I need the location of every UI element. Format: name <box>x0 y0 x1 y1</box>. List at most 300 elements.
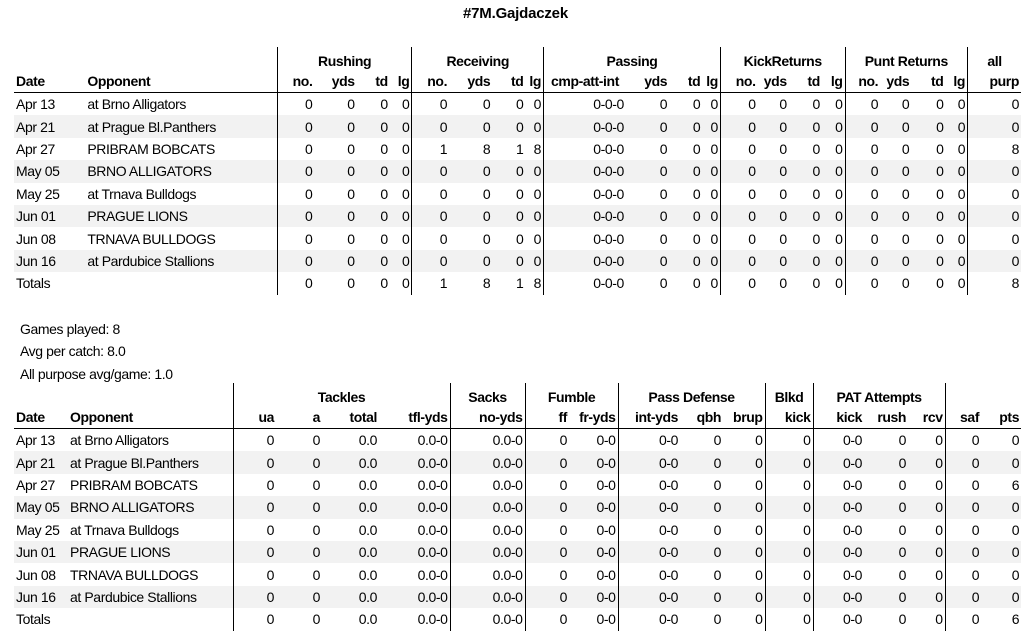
page-title: #7M.Gajdaczek <box>463 5 568 22</box>
stat-cell: 0 <box>380 185 388 202</box>
stat-cell: 0 <box>680 541 723 563</box>
stat-cell: 0 <box>492 205 525 227</box>
table-row <box>14 586 1021 608</box>
date-cell: Apr 21 <box>14 115 85 137</box>
stat-cell: 0.0-0 <box>417 611 448 628</box>
date-cell: Jun 16 <box>14 586 68 608</box>
stat-cell: 0 <box>765 586 813 608</box>
stat-cell: 0-0 <box>569 496 618 518</box>
date-cell: Apr 13 <box>16 432 55 449</box>
stat-cell: 0 <box>957 96 966 113</box>
date-cell: Apr 13 <box>16 96 55 113</box>
stat-cell: 0 <box>713 521 722 538</box>
stat-cell: 0 <box>812 230 820 247</box>
column-header: no. <box>412 70 449 93</box>
column-header: no-yds <box>450 406 525 429</box>
group-punt-returns: Punt Returns <box>845 47 968 70</box>
stat-cell: 0-0 <box>569 451 618 473</box>
stat-cell: 0 <box>357 250 390 272</box>
opponent-cell: at Trnava Bulldogs <box>70 521 179 538</box>
stat-cell: 0 <box>626 115 669 137</box>
column-header: no. <box>720 70 757 93</box>
stat-cell: 0 <box>277 272 314 294</box>
stat-cell: 0 <box>276 586 322 608</box>
stat-cell: 0 <box>908 586 945 608</box>
stat-cell: 0 <box>864 451 908 473</box>
stat-cell: 0 <box>755 521 763 538</box>
stat-cell: 0.0 <box>322 451 379 473</box>
stat-cell: 0 <box>935 566 943 583</box>
stat-cell: 0 <box>758 205 789 227</box>
table-row <box>14 519 1021 541</box>
group-passing: Passing <box>544 47 721 70</box>
stat-cell: 0 <box>835 140 843 157</box>
column-header: fr-yds <box>569 406 618 429</box>
stat-cell: 0 <box>525 250 543 272</box>
stat-cell: 0 <box>812 96 820 113</box>
table-row <box>14 160 1021 182</box>
stat-cell: 0-0-0 <box>544 160 626 182</box>
stat-cell: 0 <box>765 608 813 630</box>
stat-cell: 0 <box>412 250 449 272</box>
stat-cell: 0 <box>516 185 524 202</box>
stat-cell: 0 <box>720 93 757 116</box>
stat-cell: 0 <box>765 541 813 563</box>
stat-cell: 0.0 <box>358 566 377 583</box>
stat-cell: 0-0-0 <box>544 272 626 294</box>
stat-cell: 0 <box>822 115 845 137</box>
opponent-cell: at Prague Bl.Panthers <box>68 451 233 473</box>
stat-cell: 0 <box>812 140 820 157</box>
stat-cell: 0 <box>864 496 908 518</box>
defense-stats-body <box>14 429 1021 631</box>
stat-cell: 0 <box>412 227 449 249</box>
opponent-cell <box>68 608 233 630</box>
stat-cell: 0 <box>533 230 542 247</box>
stat-cell: 0 <box>880 250 911 272</box>
stat-cell: 0 <box>908 496 945 518</box>
stat-cell: 8 <box>533 275 542 292</box>
stat-cell: 0 <box>845 160 880 182</box>
stat-cell: 0-0 <box>596 432 616 449</box>
stat-cell: 0-0 <box>596 476 616 493</box>
stat-cell: 0 <box>945 563 981 585</box>
stat-cell: 0 <box>758 115 789 137</box>
stat-cell: 0-0 <box>618 519 680 541</box>
stat-cell: 0 <box>945 160 967 182</box>
stat-cell: 8 <box>482 275 491 292</box>
stat-cell: 0 <box>720 138 757 160</box>
stat-cell: 0.0 <box>358 611 377 628</box>
stat-cell: 0 <box>713 611 722 628</box>
stat-cell: 0 <box>277 93 314 116</box>
stat-cell: 0 <box>702 115 720 137</box>
stat-cell: 0-0 <box>813 519 864 541</box>
stat-cell: 0 <box>380 230 388 247</box>
stat-cell: 0 <box>710 185 718 202</box>
stat-cell: 0 <box>936 140 944 157</box>
opponent-cell: TRNAVA BULLDOGS <box>87 230 216 247</box>
stat-cell: 0 <box>492 115 525 137</box>
group-rushing: Rushing <box>277 47 412 70</box>
stat-cell: 0 <box>277 138 314 160</box>
stat-cell: 0 <box>720 160 757 182</box>
stat-cell: 0-0 <box>813 586 864 608</box>
stat-cell: 0 <box>233 429 276 452</box>
stat-cell: 0 <box>765 474 813 496</box>
stat-cell: 0 <box>277 205 314 227</box>
stat-cell: 0 <box>692 275 701 292</box>
stat-cell: 0 <box>779 230 787 247</box>
opponent-cell: at Prague Bl.Panthers <box>85 115 277 137</box>
stat-cell: 0 <box>233 519 276 541</box>
stat-cell: 0 <box>312 432 320 449</box>
stat-cell: 1 <box>412 138 449 160</box>
column-header: ff <box>525 406 569 429</box>
stat-cell: 0-0 <box>596 521 616 538</box>
stat-cell: 0 <box>720 183 757 205</box>
stat-cell: 0 <box>957 275 966 292</box>
stat-cell: 8 <box>968 138 1021 160</box>
stat-cell: 0.0-0 <box>450 563 525 585</box>
column-header: td <box>357 70 390 93</box>
stat-cell: 6 <box>1011 476 1020 493</box>
stat-cell: 0 <box>525 115 543 137</box>
date-cell: Apr 27 <box>16 140 55 157</box>
stat-cell: 0 <box>713 432 722 449</box>
stat-cell: 0 <box>312 566 320 583</box>
stat-cell: 0 <box>525 541 569 563</box>
stat-cell: 0 <box>713 476 722 493</box>
opponent-cell: BRNO ALLIGATORS <box>68 496 233 518</box>
date-cell: May 05 <box>14 496 68 518</box>
stat-cell: 0 <box>945 474 981 496</box>
stat-cell: 0 <box>449 115 492 137</box>
opponent-cell <box>85 272 277 294</box>
stat-cell: 0.0-0 <box>450 541 525 563</box>
date-cell: Jun 16 <box>14 250 85 272</box>
stat-cell: 0 <box>692 185 701 202</box>
stat-cell: 0 <box>720 115 757 137</box>
stat-cell: 0 <box>277 227 314 249</box>
stat-cell: 0 <box>312 521 320 538</box>
stat-cell: 0 <box>277 183 314 205</box>
column-header: total <box>322 406 379 429</box>
stat-cell: 0.0-0 <box>417 432 448 449</box>
totals-row <box>14 608 1021 630</box>
date-cell: Jun 01 <box>14 205 85 227</box>
stat-cell: 0 <box>692 230 701 247</box>
stat-cell: 0-0 <box>618 451 680 473</box>
stat-cell: 0 <box>390 205 412 227</box>
stat-cell: 0 <box>945 451 981 473</box>
stat-cell: 0 <box>864 541 908 563</box>
stat-cell: 0 <box>357 160 390 182</box>
stat-cell: 0 <box>812 275 820 292</box>
stat-cell: 0 <box>935 432 943 449</box>
column-header: no. <box>845 70 880 93</box>
stat-cell: 0.0-0 <box>450 586 525 608</box>
stat-cell: 0 <box>981 496 1021 518</box>
column-header: rcv <box>908 406 945 429</box>
stat-cell: 0 <box>835 275 843 292</box>
stat-cell: 0 <box>723 496 765 518</box>
group-all-purpose: all <box>968 47 1021 70</box>
column-header: lg <box>702 70 720 93</box>
column-header: qbh <box>680 406 723 429</box>
date-cell: Apr 27 <box>16 476 55 493</box>
stat-cell: 0 <box>720 250 757 272</box>
stat-cell: 0 <box>482 185 491 202</box>
stat-cell: 0 <box>525 496 569 518</box>
date-cell: May 25 <box>16 521 60 538</box>
stat-cell: 0 <box>449 160 492 182</box>
stat-cell: 0 <box>845 272 880 294</box>
stat-cell: 0 <box>659 185 668 202</box>
stat-cell: 0 <box>981 541 1021 563</box>
stat-cell: 0 <box>936 185 944 202</box>
all-purpose-avg: All purpose avg/game: 1.0 <box>20 365 173 382</box>
stat-cell: 0 <box>492 160 525 182</box>
stat-cell: 0 <box>880 205 911 227</box>
column-header: kick <box>813 406 864 429</box>
stat-cell: 0-0-0 <box>544 183 626 205</box>
column-header: tfl-yds <box>379 406 450 429</box>
stat-cell: 0.0-0 <box>379 496 450 518</box>
stat-cell: 0-0 <box>618 429 680 452</box>
stat-cell: 0 <box>936 96 944 113</box>
stat-cell: 0-0-0 <box>544 250 626 272</box>
stat-cell: 0 <box>945 519 981 541</box>
stat-cell: 0 <box>765 451 813 473</box>
stat-cell: 0 <box>482 230 491 247</box>
column-header: Date <box>14 70 85 93</box>
stat-cell: 0 <box>765 496 813 518</box>
stat-cell: 0 <box>765 429 813 452</box>
stat-cell: 0 <box>968 160 1021 182</box>
opponent-cell: at Brno Alligators <box>70 432 169 449</box>
column-header: td <box>911 70 945 93</box>
column-header: lg <box>390 70 412 93</box>
column-header: cmp-att-int <box>544 70 626 93</box>
stat-cell: 0 <box>720 205 757 227</box>
stat-cell: 1 <box>516 140 524 157</box>
column-header: Date <box>14 406 68 429</box>
column-header: saf <box>945 406 981 429</box>
stat-cell: 0 <box>516 230 524 247</box>
stat-cell: 0 <box>957 140 966 157</box>
stat-cell: 0 <box>723 541 765 563</box>
stat-cell: 0 <box>713 566 722 583</box>
stat-cell: 0 <box>845 183 880 205</box>
stat-cell: 0 <box>945 586 981 608</box>
group-header-row <box>14 47 1021 70</box>
stat-cell: 0 <box>755 566 763 583</box>
stat-cell: 0 <box>692 96 701 113</box>
group-pass-defense: Pass Defense <box>618 383 765 406</box>
stat-cell: 0 <box>626 205 669 227</box>
stat-cell: 0 <box>525 205 543 227</box>
stat-cell: 0.0-0 <box>450 474 525 496</box>
stat-cell: 0 <box>402 230 410 247</box>
stat-cell: 0-0-0 <box>544 227 626 249</box>
column-header: lg <box>822 70 845 93</box>
stat-cell: 0.0 <box>358 521 377 538</box>
stat-cell: 0 <box>911 205 945 227</box>
opponent-cell: BRNO ALLIGATORS <box>85 160 277 182</box>
stat-cell: 0 <box>412 115 449 137</box>
stat-cell: 0 <box>525 586 569 608</box>
stat-cell: 0-0 <box>618 474 680 496</box>
stat-cell: 0 <box>880 115 911 137</box>
date-cell: Jun 01 <box>14 541 68 563</box>
stat-cell: 0 <box>380 96 388 113</box>
stat-cell: 0 <box>845 93 880 116</box>
stat-cell: 0-0-0 <box>544 93 626 116</box>
stat-cell: 0 <box>702 160 720 182</box>
table-row <box>14 227 1021 249</box>
stat-cell: 0 <box>680 451 723 473</box>
stat-cell: 0 <box>911 160 945 182</box>
stat-cell: 0 <box>233 451 276 473</box>
table-row <box>14 496 1021 518</box>
stat-cell: 0 <box>723 451 765 473</box>
stat-cell: 0 <box>314 160 356 182</box>
stat-cell: 0 <box>233 541 276 563</box>
stat-cell: 0 <box>626 250 669 272</box>
stat-cell: 0.0-0 <box>450 496 525 518</box>
group-blocked: Blkd <box>765 383 813 406</box>
stat-cell: 0 <box>1011 432 1020 449</box>
stat-cell: 0 <box>525 451 569 473</box>
stat-cell: 0 <box>968 93 1021 116</box>
stat-cell: 6 <box>1011 611 1020 628</box>
games-played: Games played: 8 <box>20 321 120 337</box>
stat-cell: 0 <box>1011 521 1020 538</box>
stat-cell: 0-0 <box>596 566 616 583</box>
stat-cell: 8 <box>482 140 491 157</box>
column-header: ua <box>233 406 276 429</box>
stat-cell: 0 <box>755 432 763 449</box>
stat-cell: 0 <box>968 183 1021 205</box>
stat-cell: 0-0 <box>618 608 680 630</box>
opponent-cell: at Pardubice Stallions <box>68 586 233 608</box>
stat-cell: 0 <box>669 205 702 227</box>
stat-cell: 0 <box>710 140 718 157</box>
stat-cell: 0 <box>758 250 789 272</box>
table-row <box>14 250 1021 272</box>
stat-cell: 0-0 <box>618 496 680 518</box>
stat-cell: 0 <box>669 160 702 182</box>
stat-cell: 0 <box>845 138 880 160</box>
column-header: lg <box>525 70 543 93</box>
column-header: yds <box>758 70 789 93</box>
stat-cell: 0 <box>908 451 945 473</box>
stat-cell: 0 <box>880 160 911 182</box>
stat-cell: 0 <box>357 205 390 227</box>
stat-cell: 0 <box>277 115 314 137</box>
stat-cell: 0-0 <box>813 563 864 585</box>
stat-cell: 0 <box>945 541 981 563</box>
stat-cell: 0 <box>981 451 1021 473</box>
stat-cell: 0 <box>525 474 569 496</box>
stat-cell: 0 <box>1011 566 1020 583</box>
stat-cell: 0 <box>723 586 765 608</box>
stat-cell: 0 <box>233 474 276 496</box>
stat-cell: 8 <box>533 140 542 157</box>
stat-cell: 0 <box>233 496 276 518</box>
opponent-cell: at Pardubice Stallions <box>85 250 277 272</box>
stat-cell: 0 <box>525 519 569 541</box>
stat-cell: 0 <box>680 496 723 518</box>
column-header: purp <box>968 70 1021 93</box>
stat-cell: 0 <box>314 205 356 227</box>
column-header: yds <box>626 70 669 93</box>
column-header: yds <box>880 70 911 93</box>
stat-cell: 0 <box>412 93 449 116</box>
stat-cell: 0 <box>276 496 322 518</box>
stat-cell: 0-0 <box>813 451 864 473</box>
stat-cell: 0 <box>702 205 720 227</box>
stat-cell: 0.0-0 <box>450 451 525 473</box>
stat-cell: 0 <box>347 230 355 247</box>
column-header-row <box>14 70 1021 93</box>
stat-cell: 0 <box>936 275 944 292</box>
stat-cell: 0 <box>710 275 718 292</box>
stat-cell: 0-0-0 <box>544 115 626 137</box>
stat-cell: 0-0 <box>569 541 618 563</box>
table-row <box>14 541 1021 563</box>
group-header-row <box>14 383 1021 406</box>
column-header: brup <box>723 406 765 429</box>
stat-cell: 0 <box>935 521 943 538</box>
stat-cell: 0 <box>765 519 813 541</box>
stat-cell: 0.0-0 <box>450 429 525 452</box>
stat-cell: 0 <box>845 115 880 137</box>
column-header-row <box>14 406 1021 429</box>
stat-cell: 0 <box>347 96 355 113</box>
stat-cell: 0 <box>659 275 668 292</box>
stat-cell: 0 <box>789 250 822 272</box>
stat-cell: 0 <box>755 476 763 493</box>
stat-cell: 0 <box>277 250 314 272</box>
stat-cell: 0 <box>525 563 569 585</box>
column-header: lg <box>945 70 967 93</box>
offense-stats-table <box>14 47 1021 295</box>
stat-cell: 0 <box>968 205 1021 227</box>
stat-cell: 0-0 <box>569 586 618 608</box>
date-cell: Apr 21 <box>14 451 68 473</box>
stat-cell: 0 <box>898 476 907 493</box>
stat-cell: 0 <box>911 115 945 137</box>
stat-cell: 0 <box>720 227 757 249</box>
stat-cell: 0 <box>233 563 276 585</box>
column-header: Opponent <box>68 406 233 429</box>
stat-cell: 0.0-0 <box>450 519 525 541</box>
stat-cell: 0-0 <box>618 586 680 608</box>
stat-cell: 0 <box>779 140 787 157</box>
date-cell: Jun 08 <box>16 230 56 247</box>
column-header: td <box>492 70 525 93</box>
stat-cell: 0 <box>669 115 702 137</box>
group-tackles: Tackles <box>233 383 450 406</box>
stat-cell: 0 <box>312 611 320 628</box>
defense-stats-table <box>14 383 1021 631</box>
table-row <box>14 563 1021 585</box>
stat-cell: 0 <box>702 250 720 272</box>
stat-cell: 0-0 <box>618 563 680 585</box>
group-pat-attempts: PAT Attempts <box>813 383 945 406</box>
